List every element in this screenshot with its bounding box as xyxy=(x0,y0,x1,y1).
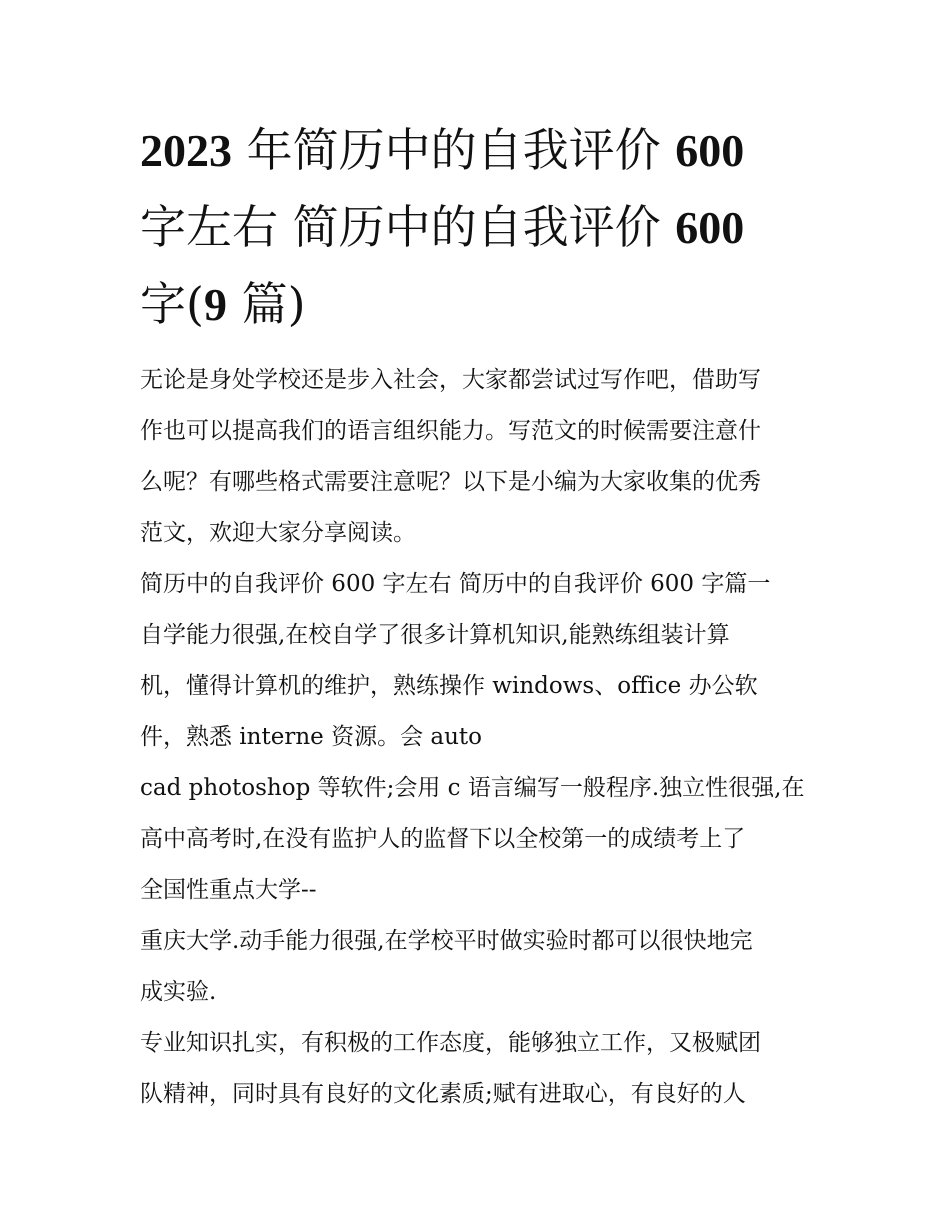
title-count: 9 xyxy=(203,279,227,330)
body-line: 重庆大学.动手能力很强,在学校平时做实验时都可以很快地完 xyxy=(140,928,753,954)
title-number: 600 xyxy=(675,202,745,253)
title-line xyxy=(140,266,820,343)
title-line xyxy=(140,189,820,266)
title-number: 600 xyxy=(675,125,745,176)
body-line: 么呢？有哪些格式需要注意呢？以下是小编为大家收集的优秀 xyxy=(140,469,761,495)
title-text: 字( xyxy=(140,277,204,331)
body-line: cad photoshop 等软件;会用 c 语言编写一般程序.独立性很强,在 xyxy=(140,775,805,801)
body-line: 专业知识扎实，有积极的工作态度，能够独立工作，又极赋团 xyxy=(140,1030,761,1056)
body-line: 自学能力很强,在校自学了很多计算机知识,能熟练组装计算 xyxy=(140,622,730,648)
title-line xyxy=(140,112,820,189)
title-year: 2023 xyxy=(140,125,232,176)
body-line: 机，懂得计算机的维护，熟练操作 windows、office 办公软 xyxy=(140,673,758,699)
body-line: 全国性重点大学-- xyxy=(140,877,317,903)
document-title xyxy=(140,112,820,343)
body-line: 成实验. xyxy=(140,979,217,1005)
title-text: 年简历中的自我评价 xyxy=(232,123,676,177)
body-line: 高中高考时,在没有监护人的监督下以全校第一的成绩考上了 xyxy=(140,826,746,852)
body-line: 作也可以提高我们的语言组织能力。写范文的时候需要注意什 xyxy=(140,418,761,444)
body-line: 无论是身处学校还是步入社会，大家都尝试过写作吧，借助写 xyxy=(140,367,761,393)
body-line: 范文，欢迎大家分享阅读。 xyxy=(140,520,416,546)
document-body xyxy=(140,355,820,1120)
body-line: 简历中的自我评价 600 字左右 简历中的自我评价 600 字篇一 xyxy=(140,571,771,597)
title-text: 字左右 简历中的自我评价 xyxy=(140,200,676,254)
title-text: 篇) xyxy=(226,277,306,331)
body-line: 队精神，同时具有良好的文化素质;赋有进取心，有良好的人 xyxy=(140,1081,746,1107)
body-line: 件，熟悉 interne 资源。会 auto xyxy=(140,724,482,750)
